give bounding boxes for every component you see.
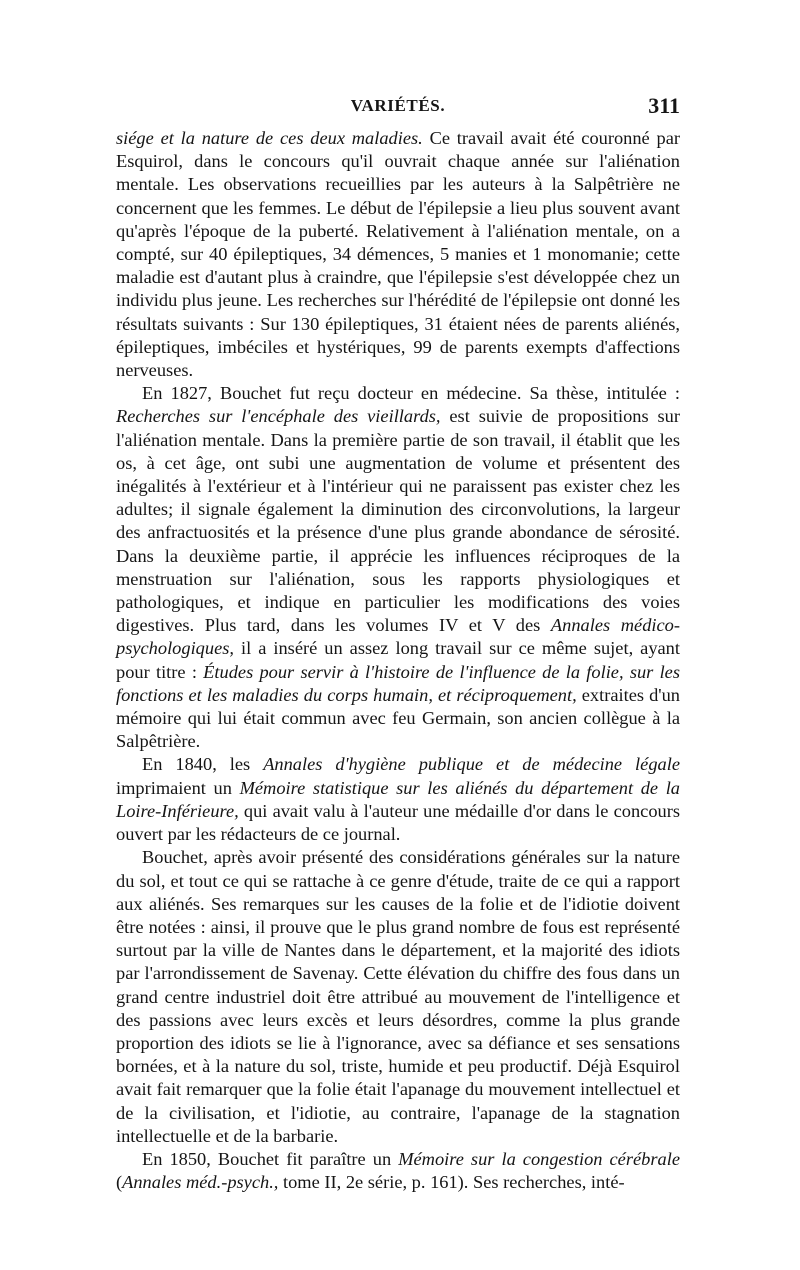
italic-title-text: Annales médico-psychologiques, — [116, 615, 680, 659]
paragraph-text: En 1850, Bouchet fit paraître un — [142, 1148, 399, 1169]
paragraph-text: il a inséré un assez long travail sur ce même sujet, ayant pour titre : — [116, 638, 680, 682]
paragraph-3 — [116, 753, 680, 846]
italic-title-text: Études pour servir à l'histoire de l'influence de la folie, sur les fonctions et les maladies du corps humain, et réciproquement, — [116, 661, 680, 705]
paragraph-2 — [116, 382, 680, 753]
paragraph-text: Ce travail avait été couronné par Esquirol, dans le concours qu'il ouvrait chaque année sur l'aliénation mentale. Les observations recueillies par les auteurs à la Salpêtrière ne concernent que les femmes. Le début de l'épilepsie a lieu plus souvent avant qu'après l'époque de la puberté. Relativement à l'aliénation mentale, on a compté, sur 40 épileptiques, 34 démences, 5 manies et 1 monomanie; cette maladie est d'autant plus à craindre, que l'épilepsie s'est développée chez un individu plus jeune. Les recherches sur l'hérédité de l'épilepsie ont donné les résultats suivants : Sur 130 épileptiques, 31 étaient nées de parents aliénés, épileptiques, imbéciles et hystériques, 99 de parents exempts d'affections nerveuses. — [116, 128, 680, 381]
paragraph-text: imprimaient un — [116, 777, 240, 798]
italic-title-text: Mémoire statistique sur les aliénés du département de la Loire-Inférieure, — [116, 777, 680, 821]
paragraph-text: Bouchet, après avoir présenté des considérations générales sur la nature du sol, et tout ce qui se rattache à ce genre d'étude, traite de ce qui a rapport aux aliénés. Ses remarques sur les causes de la folie et de l'idiotie doivent être notées : ainsi, il prouve que le plus grand nombre de fous est représenté surtout par la ville de Nantes dans le département, et la majorité des idiots par l'arrondissement de Savenay. Cette élévation du chiffre des fous dans un grand centre industriel doit être attribué au mouvement de l'intelligence et des passions avec leurs excès et leurs désordres, comme la plus grande proportion des idiots se lie à l'ignorance, avec sa défiance et ses sensations bornées, et à la nature du sol, triste, humide et peu productif. Déjà Esquirol avait fait remarquer que la folie était l'apanage du mouvement intellectuel et de la civilisation, et l'idiotie, au contraire, l'apanage de la stagnation intellectuelle et de la barbarie. — [116, 847, 680, 1146]
italic-title-text: Annales d'hygiène publique et de médecine légale — [263, 754, 680, 775]
paragraph-text: En 1840, les — [142, 754, 264, 775]
paragraph-text: ( — [116, 1172, 123, 1193]
italic-title-text: Annales méd.-psych., — [122, 1172, 279, 1193]
paragraph-1 — [116, 127, 680, 382]
running-title: VARIÉTÉS. — [350, 96, 446, 115]
paragraph-text: extraites d'un mémoire qui lui était commun avec feu Germain, son ancien collègue à la Salpêtrière. — [116, 684, 681, 752]
paragraph-text: En 1827, Bouchet fut reçu docteur en médecine. Sa thèse, intitulée : — [142, 383, 680, 404]
paragraph-text: est suivie de propositions sur l'aliénation mentale. Dans la première partie de son travail, il établit que les os, à cet âge, ont subi une augmentation de volume et présentent des inégalités à l'extérieur et à l'intérieur qui ne paraissent pas exister chez les adultes; il signale également la diminution des circonvolutions, la largeur des anfractuosités et la présence d'une plus grande abondance de sérosité. Dans la deuxième partie, il apprécie les influences réciproques de la menstruation sur l'aliénation, sous les rapports physiologiques et pathologiques, et indique en particulier les modifications des voies digestives. Plus tard, dans les volumes IV et V des — [116, 406, 680, 636]
paragraph-5 — [116, 1148, 680, 1194]
italic-title-text: siége et la nature de ces deux maladies. — [116, 128, 423, 148]
italic-title-text: Mémoire sur la congestion cérébrale — [398, 1148, 680, 1169]
paragraph-4 — [116, 846, 680, 1148]
italic-title-text: Recherches sur l'encéphale des vieillards, — [116, 406, 441, 427]
paragraph-text: tome II, 2e série, p. 161). Ses recherches, inté- — [278, 1172, 625, 1193]
page-number: 311 — [648, 93, 680, 118]
running-head — [116, 93, 680, 126]
body-text — [116, 127, 680, 1194]
paragraph-text: qui avait valu à l'auteur une médaille d'or dans le concours ouvert par les rédacteurs de ce journal. — [116, 800, 680, 845]
